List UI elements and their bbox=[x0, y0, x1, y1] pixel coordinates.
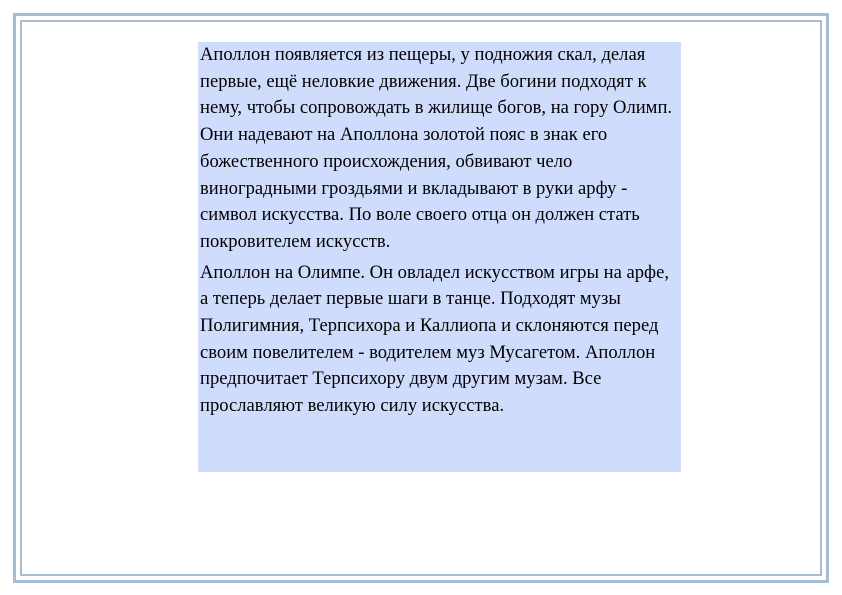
text-box bbox=[198, 42, 681, 472]
paragraph-2: Аполлон на Олимпе. Он овладел искусством игры на арфе, а теперь делает первые шаги в танце. Подходят музы Полигимния, Терпсихора и Каллиопа и склоняются перед своим повелителем - водителем муз Мусагетом. Аполлон предпочитает Терпсихору двум другим музам. Все прославляют великую силу искусства. bbox=[200, 261, 669, 417]
paragraph-1: Аполлон появляется из пещеры, у подножия скал, делая первые, ещё неловкие движения. Две богини подходят к нему, чтобы сопровождать в жилище богов, на гору Олимп. Они надевают на Аполлона золотой пояс в знак его божественного происхождения, обвивают чело виноградными гроздьями и вкладывают в руки арфу - символ искусства. По воле своего отца он должен стать покровителем искусств. bbox=[200, 44, 673, 252]
